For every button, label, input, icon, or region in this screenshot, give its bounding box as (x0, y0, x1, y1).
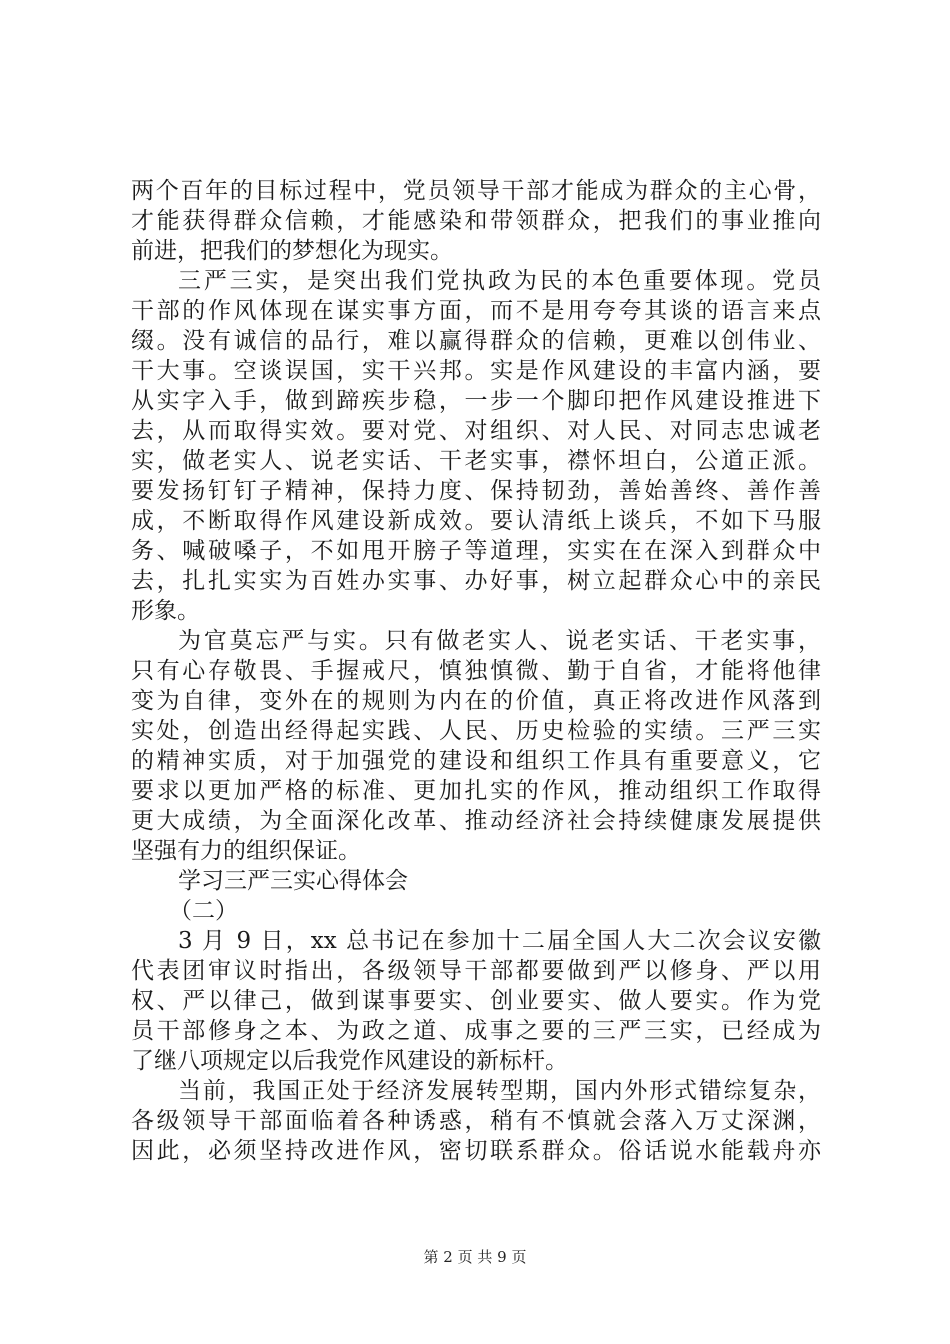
text-line: 权、严以律己，做到谋事要实、创业要实、做人要实。作为党 (131, 988, 821, 1014)
text-line: 两个百年的目标过程中，党员领导干部才能成为群众的主心骨， (131, 178, 821, 204)
text-line: 前进，把我们的梦想化为现实。 (131, 238, 453, 264)
text-line: 才能获得群众信赖，才能感染和带领群众，把我们的事业推向 (131, 208, 821, 234)
text-line: 务、喊破嗓子，不如甩开膀子等道理，实实在在深入到群众中 (131, 538, 821, 564)
text-line: 只有心存敬畏、手握戒尺，慎独慎微、勤于自省，才能将他律 (131, 658, 821, 684)
text-line: 员干部修身之本、为政之道、成事之要的三严三实，已经成为 (131, 1018, 821, 1044)
text-line: 三严三实，是突出我们党执政为民的本色重要体现。党员 (178, 268, 821, 294)
text-line: 要求以更加严格的标准、更加扎实的作风，推动组织工作取得 (131, 778, 821, 804)
text-line: 因此，必须坚持改进作风，密切联系群众。俗话说水能载舟亦 (131, 1138, 821, 1164)
text-line: 干部的作风体现在谋实事方面，而不是用夸夸其谈的语言来点 (131, 298, 821, 324)
text-line: 为官莫忘严与实。只有做老实人、说老实话、干老实事， (178, 628, 821, 654)
page-footer: 第 2 页 共 9 页 (423, 1248, 527, 1266)
text-line: 去，从而取得实效。要对党、对组织、对人民、对同志忠诚老 (131, 418, 821, 444)
text-line: 坚强有力的组织保证。 (131, 838, 361, 864)
text-line: 缀。没有诚信的品行，难以赢得群众的信赖，更难以创伟业、 (131, 328, 821, 354)
text-line: 当前，我国正处于经济发展转型期，国内外形式错综复杂， (178, 1078, 821, 1104)
document-body (131, 176, 821, 1166)
text-line: 去，扎扎实实为百姓办实事、办好事，树立起群众心中的亲民 (131, 568, 821, 594)
text-line: 代表团审议时指出，各级领导干部都要做到严以修身、严以用 (131, 958, 821, 984)
section-number: （二） (169, 898, 238, 924)
text-line: 形象。 (131, 598, 200, 624)
text-line: 干大事。空谈误国，实干兴邦。实是作风建设的丰富内涵，要 (131, 358, 821, 384)
section-heading: 学习三严三实心得体会 (178, 868, 408, 894)
text-line: 实，做老实人、说老实话、干老实事，襟怀坦白，公道正派。 (131, 448, 821, 474)
text-line: 成，不断取得作风建设新成效。要认清纸上谈兵，不如下马服 (131, 508, 821, 534)
text-line: 从实字入手，做到蹄疾步稳，一步一个脚印把作风建设推进下 (131, 388, 821, 414)
text-line: 的精神实质，对于加强党的建设和组织工作具有重要意义，它 (131, 748, 821, 774)
text-line: 更大成绩，为全面深化改革、推动经济社会持续健康发展提供 (131, 808, 821, 834)
text-line: 实处，创造出经得起实践、人民、历史检验的实绩。三严三实 (131, 718, 821, 744)
text-line: 要发扬钉钉子精神，保持力度、保持韧劲，善始善终、善作善 (131, 478, 821, 504)
text-line: 3 月 9 日，xx 总书记在参加十二届全国人大二次会议安徽 (178, 928, 821, 954)
text-line: 变为自律，变外在的规则为内在的价值，真正将改进作风落到 (131, 688, 821, 714)
text-line: 各级领导干部面临着各种诱惑，稍有不慎就会落入万丈深渊， (131, 1108, 821, 1134)
text-line: 了继八项规定以后我党作风建设的新标杆。 (131, 1048, 568, 1074)
